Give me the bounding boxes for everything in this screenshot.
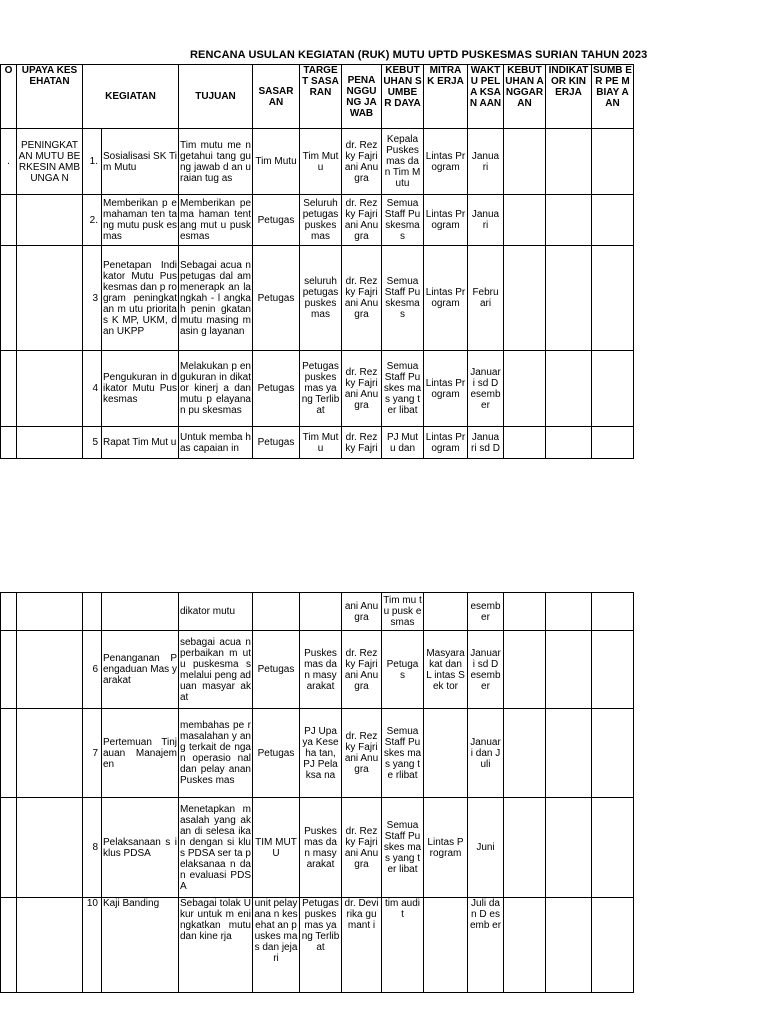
cell-no — [1, 195, 17, 246]
cell-target: seluruh petugas puskes mas — [300, 246, 342, 351]
cell-sasaran: Tim Mutu — [253, 129, 300, 195]
cell-waktu: Janua ri — [468, 129, 504, 195]
cell-indikator — [546, 709, 592, 798]
cell-pj: dr. Rez ky Fajri ani Anu gra — [342, 351, 382, 427]
cell-no — [1, 898, 17, 993]
header-anggaran: KEBUT UHAN A NGGAR AN — [504, 65, 546, 129]
cell-sumber — [592, 195, 634, 246]
cell-tujuan: Tim mutu me ngetahui tang gung jawab d an uraian tug as — [179, 129, 253, 195]
cell-no — [1, 427, 17, 459]
cell-kegiatan: Sosialisasi SK Tim Mutu — [102, 129, 179, 195]
table-header-row — [1, 65, 634, 129]
cell-pj: ani Anu gra — [342, 593, 382, 631]
cell-pj: dr. Rez ky Fajri ani Anu gra — [342, 246, 382, 351]
cell-sumber — [592, 898, 634, 993]
cell-sumber — [592, 798, 634, 898]
cell-tujuan: Sebagai acua n petugas dal am menerapk an langkah - l angkah penin gkatan mutu masing masin g layanan — [179, 246, 253, 351]
cell-tujuan: Untuk memba has capaian in — [179, 427, 253, 459]
cell-num: 6 — [83, 631, 102, 709]
cell-sasaran — [253, 593, 300, 631]
cell-target: Petugas puskes mas ya ng Terlibat — [300, 898, 342, 993]
cell-target: Tim Mut u — [300, 129, 342, 195]
cell-indikator — [546, 898, 592, 993]
cell-tujuan: Memberikan pema haman tentang mut u puskesmas — [179, 195, 253, 246]
cell-indikator — [546, 195, 592, 246]
table-row — [1, 898, 634, 993]
cell-kegiatan: Pelaksanaan s iklus PDSA — [102, 798, 179, 898]
cell-sasaran: Petugas — [253, 195, 300, 246]
cell-target: Seluruh petugas puskes mas — [300, 195, 342, 246]
cell-anggaran — [504, 898, 546, 993]
cell-mitra — [424, 593, 468, 631]
cell-waktu: Januar i sd D esemb er — [468, 351, 504, 427]
table-row — [1, 351, 634, 427]
cell-pj: dr. Rez ky Fajri ani Anu gra — [342, 798, 382, 898]
cell-num: 10 — [83, 898, 102, 993]
cell-upaya — [17, 898, 83, 993]
cell-pj: dr. Rez ky Fajri ani Anu gra — [342, 631, 382, 709]
cell-target: Puskes mas da n masy arakat — [300, 798, 342, 898]
cell-kebutuhan: Petuga s — [382, 631, 424, 709]
cell-num: 5 — [83, 427, 102, 459]
header-kegiatan: KEGIATAN — [83, 65, 179, 129]
header-tujuan: TUJUAN — [179, 65, 253, 129]
cell-upaya — [17, 195, 83, 246]
cell-sumber — [592, 427, 634, 459]
table-row — [1, 631, 634, 709]
cell-kegiatan: Penetapan Indi kator Mutu Pus kesmas dan p rogram peningkatan m utu prioritas K MP, UKM, dan UKPP — [102, 246, 179, 351]
cell-mitra: Lintas Pr ogram — [424, 246, 468, 351]
cell-tujuan: Sebagai tolak Ukur untuk m eningkatkan mutu dan kine rja — [179, 898, 253, 993]
cell-target: Puskes mas da n masy arakat — [300, 631, 342, 709]
header-sasaran: SASAR AN — [253, 65, 300, 129]
cell-mitra — [424, 898, 468, 993]
cell-pj: dr. Devi rika gumant i — [342, 898, 382, 993]
cell-anggaran — [504, 195, 546, 246]
cell-indikator — [546, 246, 592, 351]
cell-kebutuhan: Semua Staff Puskes mas yang ter libat — [382, 798, 424, 898]
cell-waktu: Juni — [468, 798, 504, 898]
cell-no — [1, 631, 17, 709]
cell-waktu: Januar i sd D esemb er — [468, 631, 504, 709]
cell-kebutuhan: Semua Staff Pu skesma s — [382, 246, 424, 351]
cell-tujuan: dikator mutu — [179, 593, 253, 631]
cell-upaya — [17, 351, 83, 427]
cell-sumber — [592, 593, 634, 631]
cell-sasaran: Petugas — [253, 351, 300, 427]
cell-indikator — [546, 593, 592, 631]
cell-indikator — [546, 631, 592, 709]
cell-anggaran — [504, 351, 546, 427]
cell-kebutuhan: Semua Staff Pu skesma s — [382, 195, 424, 246]
cell-anggaran — [504, 246, 546, 351]
cell-upaya: PENINGKAT AN MUTU BERKESIN AMBUNGA N — [17, 129, 83, 195]
cell-mitra — [424, 709, 468, 798]
cell-anggaran — [504, 427, 546, 459]
cell-anggaran — [504, 593, 546, 631]
cell-indikator — [546, 798, 592, 898]
cell-pj: dr. Rez ky Fajri — [342, 427, 382, 459]
cell-kegiatan: Memberikan p emahaman ten tang mutu pusk esmas — [102, 195, 179, 246]
cell-num: 4 — [83, 351, 102, 427]
cell-no — [1, 593, 17, 631]
table-row — [1, 246, 634, 351]
cell-target: Tim Mut u — [300, 427, 342, 459]
cell-waktu: Febru ari — [468, 246, 504, 351]
cell-no — [1, 798, 17, 898]
cell-num — [83, 593, 102, 631]
cell-mitra: Lintas Pr ogram — [424, 351, 468, 427]
cell-indikator — [546, 351, 592, 427]
table-row — [1, 593, 634, 631]
cell-sumber — [592, 709, 634, 798]
cell-pj: dr. Rez ky Fajri ani Anu gra — [342, 709, 382, 798]
table-row — [1, 798, 634, 898]
ruk-table-page2 — [0, 592, 634, 993]
header-indikator: INDIKAT OR KIN ERJA — [546, 65, 592, 129]
cell-mitra: Lintas P rogram — [424, 798, 468, 898]
cell-upaya — [17, 246, 83, 351]
cell-mitra: Lintas Pr ogram — [424, 427, 468, 459]
cell-no — [1, 246, 17, 351]
cell-num: 2. — [83, 195, 102, 246]
cell-sasaran: Petugas — [253, 709, 300, 798]
cell-waktu: Janua ri sd D — [468, 427, 504, 459]
cell-kebutuhan: Semua Staff Puskes mas yang te rlibat — [382, 709, 424, 798]
cell-tujuan: Melakukan p engukuran in dikator kinerj a dan mutu p elayanan pu skesmas — [179, 351, 253, 427]
cell-sumber — [592, 129, 634, 195]
cell-upaya — [17, 427, 83, 459]
header-kebutuhan: KEBUT UHAN SUMBE R DAYA — [382, 65, 424, 129]
cell-upaya — [17, 709, 83, 798]
cell-anggaran — [504, 129, 546, 195]
ruk-table-page1 — [0, 64, 634, 459]
table-row — [1, 129, 634, 195]
cell-no — [1, 709, 17, 798]
cell-mitra: Masyara kat dan L intas Sek tor — [424, 631, 468, 709]
cell-tujuan: membahas pe rmasalahan y ang terkait de ngan operasio nal dan pelay anan Puskes mas — [179, 709, 253, 798]
cell-upaya — [17, 593, 83, 631]
cell-pj: dr. Rez ky Fajri ani Anu gra — [342, 129, 382, 195]
cell-pj: dr. Rez ky Fajri ani Anu gra — [342, 195, 382, 246]
cell-anggaran — [504, 798, 546, 898]
cell-upaya — [17, 631, 83, 709]
cell-kebutuhan: Kepala Puskes mas da n Tim M utu — [382, 129, 424, 195]
cell-kegiatan: Kaji Banding — [102, 898, 179, 993]
cell-sumber — [592, 246, 634, 351]
cell-tujuan: Menetapkan masalah yang akan di selesa ikan dengan si klus PDSA ser ta pelaksanaa n dan evaluasi PDSA — [179, 798, 253, 898]
cell-kegiatan: Rapat Tim Mut u — [102, 427, 179, 459]
cell-no — [1, 351, 17, 427]
cell-anggaran — [504, 709, 546, 798]
cell-sumber — [592, 631, 634, 709]
cell-num: 8 — [83, 798, 102, 898]
cell-indikator — [546, 427, 592, 459]
header-waktu: WAKT U PELA KSAN AAN — [468, 65, 504, 129]
cell-sasaran: Petugas — [253, 246, 300, 351]
cell-kegiatan — [102, 593, 179, 631]
cell-tujuan: sebagai acua n perbaikan m utu puskesma s melalui peng aduan masyar akat — [179, 631, 253, 709]
cell-indikator — [546, 129, 592, 195]
cell-waktu: Janua ri — [468, 195, 504, 246]
cell-no: . — [1, 129, 17, 195]
cell-sasaran: Petugas — [253, 427, 300, 459]
cell-upaya — [17, 798, 83, 898]
cell-kegiatan: Pengukuran in dikator Mutu Puskesmas — [102, 351, 179, 427]
cell-mitra: Lintas Pr ogram — [424, 129, 468, 195]
cell-num: 3 — [83, 246, 102, 351]
cell-kebutuhan: Tim mu tu pusk esmas — [382, 593, 424, 631]
header-target: TARGE T SASA RAN — [300, 65, 342, 129]
cell-num: 7 — [83, 709, 102, 798]
header-mitra: MITRA K ERJA — [424, 65, 468, 129]
cell-kebutuhan: PJ Mut u dan — [382, 427, 424, 459]
header-upaya: UPAYA KES EHATAN — [17, 65, 83, 129]
cell-waktu: Januar i dan J uli — [468, 709, 504, 798]
cell-kebutuhan: Semua Staff Puskes mas yang ter libat — [382, 351, 424, 427]
cell-target — [300, 593, 342, 631]
header-sumber: SUMB ER PE MBIAY AAN — [592, 65, 634, 129]
cell-kegiatan: Pertemuan Tinj auan Manajem en — [102, 709, 179, 798]
table-row — [1, 709, 634, 798]
table-row — [1, 195, 634, 246]
cell-target: Petugas puskes mas ya ng Terlibat — [300, 351, 342, 427]
cell-kegiatan: Penanganan P engaduan Mas yarakat — [102, 631, 179, 709]
cell-num: 1. — [83, 129, 102, 195]
cell-kebutuhan: tim audi t — [382, 898, 424, 993]
cell-target: PJ Upa ya Keseha tan, PJ Pelaksa na — [300, 709, 342, 798]
header-penanggung-jawab: PENA NGGU NG JA WAB — [342, 65, 382, 129]
cell-sasaran: Petugas — [253, 631, 300, 709]
cell-sasaran: TIM MUT U — [253, 798, 300, 898]
table-row — [1, 427, 634, 459]
cell-sasaran: unit pelayana n kesehat an puskes mas dan jejari — [253, 898, 300, 993]
cell-mitra: Lintas Pr ogram — [424, 195, 468, 246]
cell-waktu: esemb er — [468, 593, 504, 631]
cell-sumber — [592, 351, 634, 427]
cell-anggaran — [504, 631, 546, 709]
document-title: RENCANA USULAN KEGIATAN (RUK) MUTU UPTD PUSKESMAS SURIAN TAHUN 2023 — [190, 49, 648, 61]
cell-waktu: Juli dan D esemb er — [468, 898, 504, 993]
header-no: O — [1, 65, 17, 129]
